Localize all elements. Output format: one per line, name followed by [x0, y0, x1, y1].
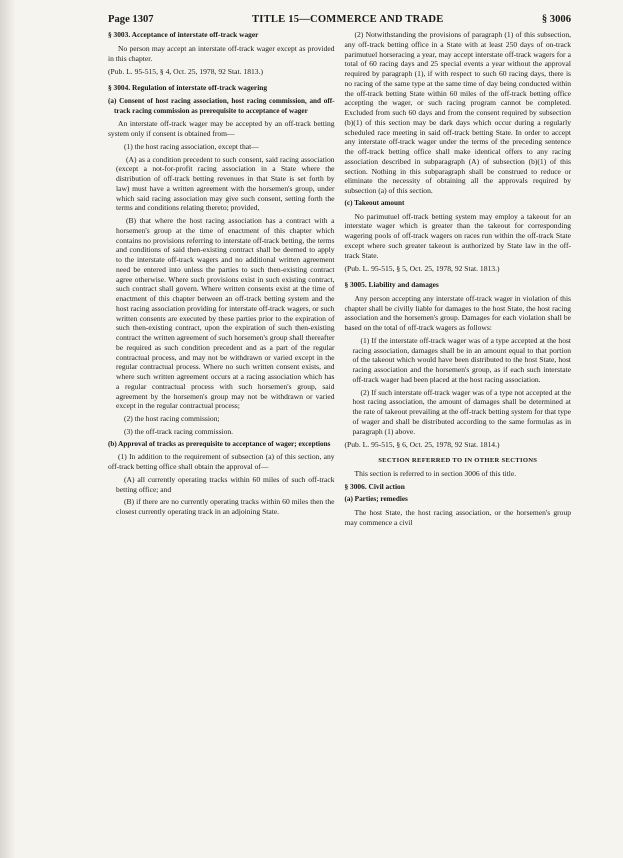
page-edge-shadow [0, 0, 16, 858]
header-section: § 3006 [541, 14, 571, 25]
subsection-a-intro: An interstate off-track wager may be accepted by an off-track betting system only if consent is obtained from— [108, 119, 335, 138]
section-3005-citation: (Pub. L. 95-515, § 6, Oct. 25, 1978, 92 Stat. 1814.) [344, 440, 500, 450]
subsection-a-heading: (a) Consent of host racing association, host racing commission, and off-track racing commission as prerequisite to acceptance of wager [108, 96, 335, 115]
paragraph-a3: (3) the off-track racing commission. [124, 426, 234, 436]
paragraph-b1B: (B) if there are no currently operating tracks within 60 miles then the closest currently operating track in an adjoining State. [116, 497, 335, 516]
running-header [108, 14, 571, 25]
section-3006-heading: § 3006. Civil action [344, 481, 405, 491]
subsection-c-text: No parimutuel off-track betting system may employ a takeout for an interstate wager which is greater than the takeout for corresponding wagering pools of off-track wagers on races run within the off-track State except where such greater takeout is authorized by State law in the off-track State. [344, 211, 571, 260]
paragraph-b1: (1) In addition to the requirement of subsection (a) of this section, any off-track betting office shall obtain the approval of— [108, 452, 335, 471]
paragraph-b1A: (A) all currently operating tracks within 60 miles of such off-track betting office; and [116, 474, 335, 494]
paragraph-a2: (2) the host racing commission; [124, 414, 220, 423]
paragraph-a1B: (B) that where the host racing association has a contract with a horsemen's group at the time of enactment of this chapter which contains no provisions referring to interstate off-track betting, the terms and conditions of said then-existing contract shall be deemed to apply to the interstate off-track wagers and no additional written agreement need be entered into unless the parties to such then-existing contract agree otherwise. Where such provisions exist in such existing contract, such contract shall govern. Where written consents exist at the time of enactment of this chapter between an off-track betting system and the host racing association providing for interstate off-track wagers, or such written consents are executed by these parties prior to the expiration of such then-existing contract, upon the expiration of such then-existing contract the written agreement of such horsemen's group shall thereafter be required as such condition precedent and as a part of the regular contractual process, and may not be withdrawn or varied except in the regular contractual process. Where no such written consent exists, and where such written agreement occurs at a racing association which has a regular contractual process with such horsemen's group, said agreement by the horsemen's group may not be withdrawn or varied except in the regular contractual process; [116, 216, 335, 411]
referred-sections-text: This section is referred to in section 3006 of this title. [354, 468, 517, 478]
section-3004-heading: § 3004. Regulation of interstate off-track wagering [108, 83, 268, 92]
subsection-c-heading: (c) Takeout amount [344, 198, 405, 207]
paragraph-3005-1: (1) If the interstate off-track wager was of a type accepted at the host racing association, damages shall be in an amount equal to that portion of the takeout which would have been distributed to the host State, host racing association and the horsemen's group, as if each such interstate off-track wager had been placed at the host racing association. [352, 335, 571, 384]
subsection-b-heading: (b) Approval of tracks as prerequisite to acceptance of wager; exceptions [108, 439, 331, 448]
section-3005-intro: Any person accepting any interstate off-track wager in violation of this chapter shall be civilly liable for damages to the host State, the host racing association and the horsemen's group. Damages for each violation shall be based on the total of off-track wagers as follows: [344, 293, 571, 332]
paragraph-b2: (2) Notwithstanding the provisions of paragraph (1) of this subsection, any off-track betting office in a State with at least 250 days of on-track parimutuel horseracing a year, may accept interstate off-track wagers for a total of 60 racing days and 25 special events a year without the approval required by paragraph (1), if with respect to such 60 racing days, there is no racing of the same type at the same time of day being conducted within the off-track betting State within 60 miles of the off-track betting office accepting the wager, or such racing program cannot be completed. Excluded from such 60 days and from the consent required by subsection (b)(1) of this section may be dark days which occur during a regularly scheduled race meeting in said off-track betting State. In order to accept any interstate off-track wager under the terms of the preceding sentence the off-track betting office shall make identical offers to any racing association described in subparagraph (A) of subsection (b)(1) of this section. Nothing in this subparagraph shall be construed to reduce or eliminate the necessity of obtaining all the approvals required by subsection (a) of this section. [344, 30, 571, 195]
paragraph-a1A: (A) as a condition precedent to such consent, said racing association (except a not-for-profit racing association in a State where the distribution of off-track betting revenues in that State is set forth by law) must have a written agreement with the horsemen's group, under which said racing association may give such consent, setting forth the terms and conditions relating thereto; provided, [116, 154, 335, 213]
text-columns [108, 30, 571, 531]
paragraph-a1: (1) the host racing association, except that— [124, 141, 259, 151]
paragraph-3005-2: (2) If such interstate off-track wager was of a type not accepted at the host racing association, the amount of damages shall be determined at the rate of takeout prevailing at the off-track betting system for that type of wager and shall be distributed according to the same formulas as in paragraph (1) above. [352, 387, 571, 436]
section-3006-a-heading: (a) Parties; remedies [344, 495, 408, 504]
section-3003-text: No person may accept an interstate off-track wager except as provided in this chapter. [108, 43, 335, 63]
left-column [108, 30, 335, 531]
referred-sections-heading: SECTION REFERRED TO IN OTHER SECTIONS [378, 457, 538, 464]
section-3003-citation: (Pub. L. 95-515, § 4, Oct. 25, 1978, 92 Stat. 1813.) [108, 67, 264, 77]
right-column [345, 30, 572, 531]
page-number: Page 1307 [108, 14, 154, 25]
section-3004-citation: (Pub. L. 95-515, § 5, Oct. 25, 1978, 92 Stat. 1813.) [344, 264, 500, 274]
section-3003-heading: § 3003. Acceptance of interstate off-track wager [108, 30, 259, 39]
section-3005-heading: § 3005. Liability and damages [344, 280, 439, 289]
section-3006-a-text: The host State, the host racing association, or the horsemen's group may commence a civil [344, 508, 571, 527]
header-title: TITLE 15—COMMERCE AND TRADE [251, 14, 444, 25]
